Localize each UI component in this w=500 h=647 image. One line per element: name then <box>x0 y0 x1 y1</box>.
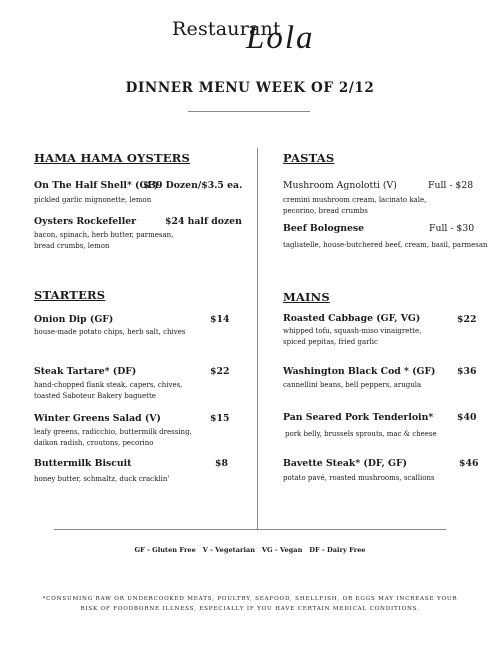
restaurant-logo-script: Lola <box>246 20 315 56</box>
menu-item-description: spiced pepitas, fried garlic <box>283 338 378 346</box>
column-divider <box>257 148 258 530</box>
menu-item-name: Pan Seared Pork Tenderloin* <box>283 412 434 423</box>
menu-item-price: $15 <box>210 413 230 424</box>
menu-title: DINNER MENU WEEK OF 2/12 <box>125 80 375 96</box>
menu-item-price: $14 <box>210 314 230 325</box>
menu-item-description: bacon, spinach, herb butter, parmesan, <box>34 231 174 239</box>
menu-item-name: Beef Bolognese <box>283 223 365 234</box>
menu-item-description: leafy greens, radicchio, buttermilk dressing, <box>34 428 192 436</box>
menu-item-price: Full - $28 <box>428 180 474 191</box>
menu-item-description: whipped tofu, squash-miso vinaigrette, <box>283 327 422 335</box>
menu-item-name: Steak Tartare* (DF) <box>34 366 137 377</box>
menu-item-description: pickled garlic mignonette, lemon <box>34 196 152 204</box>
food-safety-disclaimer <box>40 595 460 614</box>
menu-item-name: Roasted Cabbage (GF, VG) <box>283 313 421 324</box>
menu-item-name: Buttermilk Biscuit <box>34 458 132 469</box>
menu-item-price: $40 <box>457 412 477 423</box>
menu-item-name: Onion Dip (GF) <box>34 314 114 325</box>
menu-item-price: Full - $30 <box>429 223 475 234</box>
menu-item-description: honey butter, schmaltz, duck cracklin' <box>34 475 170 483</box>
menu-item-name: On The Half Shell* (GF) <box>34 180 159 191</box>
menu-item-name: Mushroom Agnolotti (V) <box>283 180 397 191</box>
section-heading-mains: MAINS <box>283 290 330 304</box>
menu-item-price: $39 Dozen/$3.5 ea. <box>143 180 243 191</box>
menu-item-description: tagliatelle, house-butchered beef, cream, basil, parmesan <box>283 241 488 249</box>
disclaimer-line: RISK OF FOODBORNE ILLNESS, ESPECIALLY IF YOU HAVE CERTAIN MEDICAL CONDITIONS. <box>80 605 420 612</box>
menu-item-description: cannellini beans, bell peppers, arugula <box>283 381 422 389</box>
disclaimer-line: *CONSUMING RAW OR UNDERCOOKED MEATS, POULTRY, SEAFOOD, SHELLFISH, OR EGGS MAY INCREASE YOUR <box>42 596 458 602</box>
dietary-legend: GF - Gluten Free V - Vegetarian VG - Vegan DF - Dairy Free <box>134 546 366 554</box>
footer-divider <box>54 529 446 530</box>
restaurant-name: Restaurant <box>172 18 281 40</box>
menu-item-description: potato pavé, roasted mushrooms, scallions <box>283 474 435 482</box>
menu-item-description: bread crumbs, lemon <box>34 242 110 250</box>
menu-item-price: $22 <box>457 314 477 325</box>
menu-item-name: Washington Black Cod * (GF) <box>283 366 436 377</box>
menu-item-description: pork belly, brussels sprouts, mac & cheese <box>285 430 437 438</box>
menu-item-description: toasted Saboteur Bakery baguette <box>34 392 156 400</box>
menu-item-description: house-made potato chips, herb salt, chives <box>34 328 186 336</box>
menu-item-description: cremini mushroom cream, lacinato kale, <box>283 196 427 204</box>
menu-item-price: $46 <box>459 458 479 469</box>
menu-item-description: daikon radish, croutons, pecorino <box>34 439 154 447</box>
menu-item-name: Bavette Steak* (DF, GF) <box>283 458 407 469</box>
menu-item-description: hand-chopped flank steak, capers, chives, <box>34 381 183 389</box>
menu-item-price: $24 half dozen <box>165 216 242 227</box>
menu-item-price: $22 <box>210 366 230 377</box>
menu-item-price: $8 <box>215 458 228 469</box>
menu-item-description: pecorino, bread crumbs <box>283 207 368 215</box>
section-heading-pastas: PASTAS <box>283 151 335 165</box>
title-divider <box>188 111 310 112</box>
section-heading-starters: STARTERS <box>34 288 106 302</box>
menu-item-price: $36 <box>457 366 477 377</box>
menu-item-name: Oysters Rockefeller <box>34 216 137 227</box>
menu-item-name: Winter Greens Salad (V) <box>34 413 161 424</box>
section-heading-oysters: HAMA HAMA OYSTERS <box>34 151 191 165</box>
